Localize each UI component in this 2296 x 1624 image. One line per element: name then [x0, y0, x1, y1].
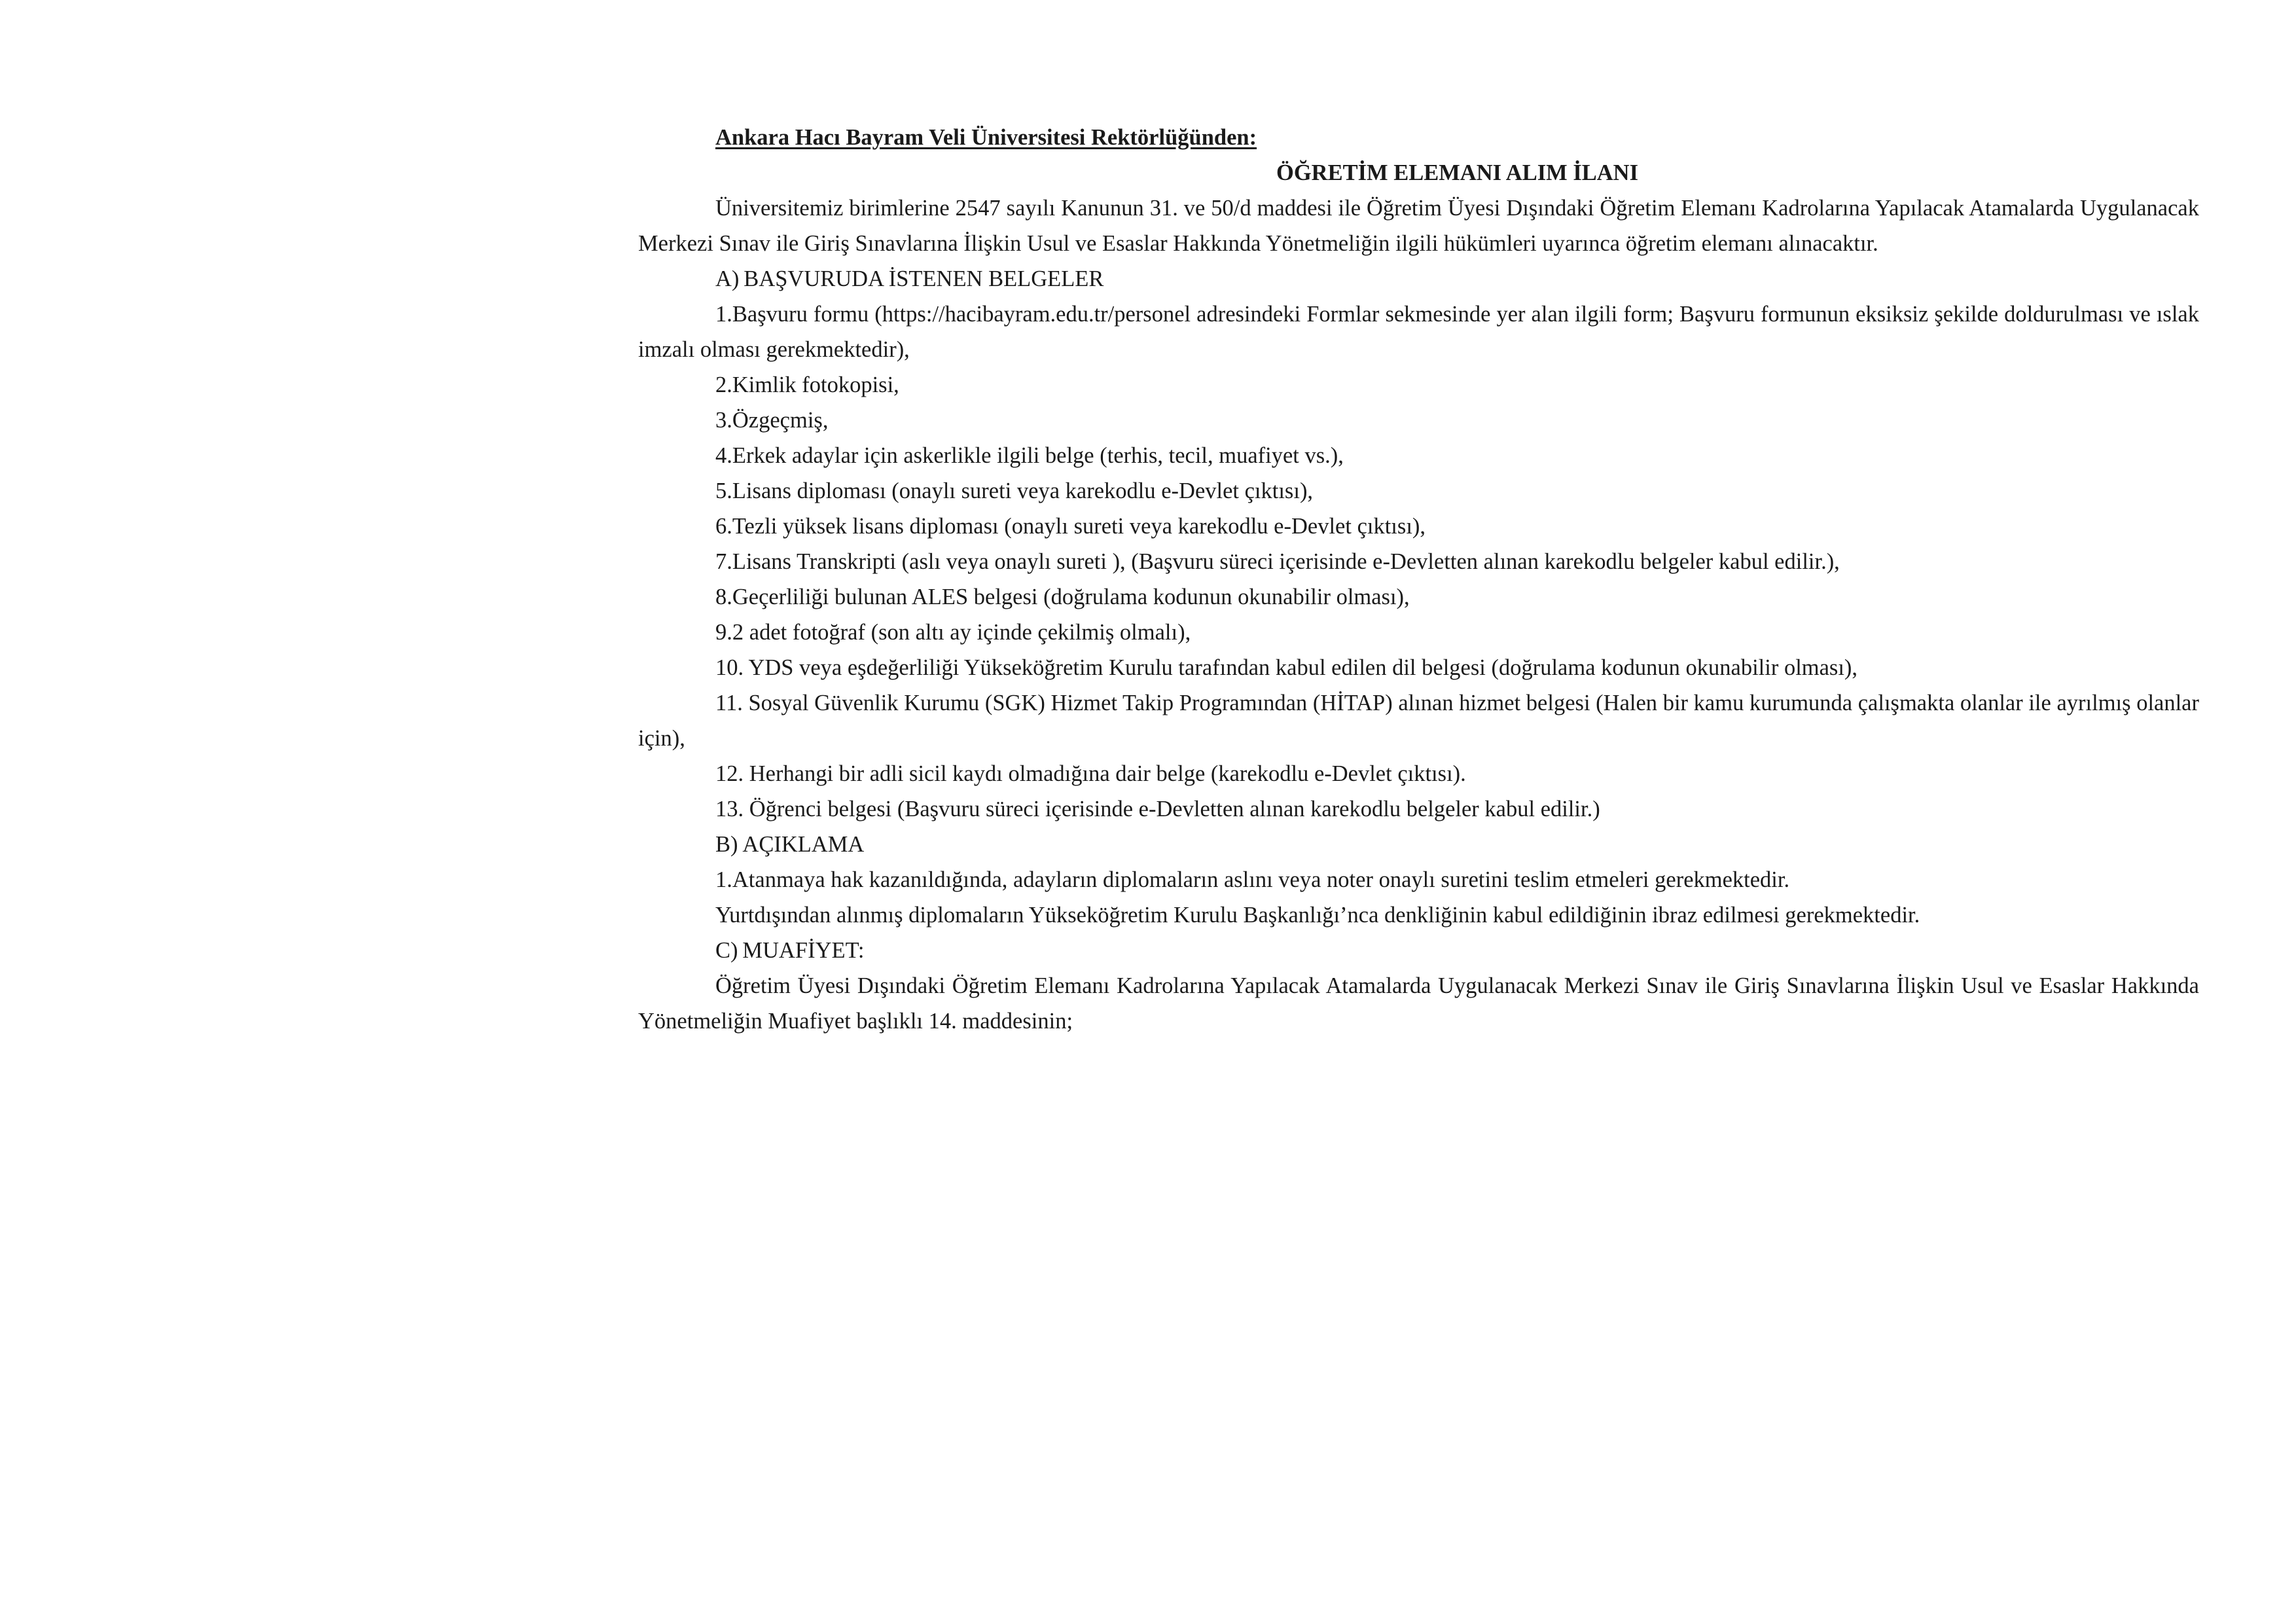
section-a-item-1: 1.Başvuru formu (https://hacibayram.edu.tr/personel adresindeki Formlar sekmesinde yer alan ilgili form; Başvuru formunun eksiksiz şekilde doldurulması ve ıslak imzalı olması gerekmektedir),: [638, 302, 2199, 362]
section-a-item-12: 12. Herhangi bir adli sicil kaydı olmadığına dair belge (karekodlu e-Devlet çıktısı).: [715, 761, 1466, 786]
section-a-item-4: 4.Erkek adaylar için askerlikle ilgili belge (terhis, tecil, muafiyet vs.),: [715, 443, 1344, 468]
section-a-item-6: 6.Tezli yüksek lisans diploması (onaylı sureti veya karekodlu e-Devlet çıktısı),: [715, 514, 1426, 539]
section-b-heading: B) AÇIKLAMA: [715, 832, 865, 857]
section-c-item-1: Öğretim Üyesi Dışındaki Öğretim Elemanı Kadrolarına Yapılacak Atamalarda Uygulanacak Merkezi Sınav ile Giriş Sınavlarına İlişkin Usul ve Esaslar Hakkında Yönetmeliğin Muafiyet başlıklı 14. maddesinin;: [638, 973, 2199, 1034]
section-b-item-1: 1.Atanmaya hak kazanıldığında, adayların diplomaların aslını veya noter onaylı suretini teslim etmeleri gerekmektedir.: [715, 867, 1790, 892]
section-a-item-8: 8.Geçerliliği bulunan ALES belgesi (doğrulama kodunun okunabilir olması),: [715, 585, 1410, 609]
issuer-heading: Ankara Hacı Bayram Veli Üniversitesi Rektörlüğünden:: [715, 125, 1257, 150]
section-a-heading: A) BAŞVURUDA İSTENEN BELGELER: [715, 266, 1104, 291]
document-body: [638, 120, 2199, 1039]
section-a-item-11: 11. Sosyal Güvenlik Kurumu (SGK) Hizmet Takip Programından (HİTAP) alınan hizmet belgesi (Halen bir kamu kurumunda çalışmakta olanlar ile ayrılmış olanlar için),: [638, 691, 2199, 751]
section-a-item-10: 10. YDS veya eşdeğerliliği Yükseköğretim Kurulu tarafından kabul edilen dil belgesi (doğrulama kodunun okunabilir olması),: [715, 655, 1858, 680]
section-a-item-5: 5.Lisans diploması (onaylı sureti veya karekodlu e-Devlet çıktısı),: [715, 478, 1314, 503]
section-a-item-2: 2.Kimlik fotokopisi,: [715, 372, 899, 397]
section-a-item-3: 3.Özgeçmiş,: [715, 408, 829, 433]
section-b-item-2: Yurtdışından alınmış diplomaların Yükseköğretim Kurulu Başkanlığı’nca denkliğinin kabul edildiğinin ibraz edilmesi gerekmektedir.: [715, 903, 1920, 928]
intro-paragraph: Üniversitemiz birimlerine 2547 sayılı Kanunun 31. ve 50/d maddesi ile Öğretim Üyesi Dışındaki Öğretim Elemanı Kadrolarına Yapılacak Atamalarda Uygulanacak Merkezi Sınav ile Giriş Sınavlarına İlişkin Usul ve Esaslar Hakkında Yönetmeliğin ilgili hükümleri uyarınca öğretim elemanı alınacaktır.: [638, 196, 2199, 256]
section-a-item-9: 9.2 adet fotoğraf (son altı ay içinde çekilmiş olmalı),: [715, 620, 1191, 645]
section-c-heading: C) MUAFİYET:: [715, 938, 865, 963]
announcement-title: ÖĞRETİM ELEMANI ALIM İLANI: [1276, 160, 1639, 185]
section-a-item-7: 7.Lisans Transkripti (aslı veya onaylı sureti ), (Başvuru süreci içerisinde e-Devletten alınan karekodlu belgeler kabul edilir.),: [715, 549, 1840, 574]
section-a-item-13: 13. Öğrenci belgesi (Başvuru süreci içerisinde e-Devletten alınan karekodlu belgeler kabul edilir.): [715, 797, 1600, 821]
